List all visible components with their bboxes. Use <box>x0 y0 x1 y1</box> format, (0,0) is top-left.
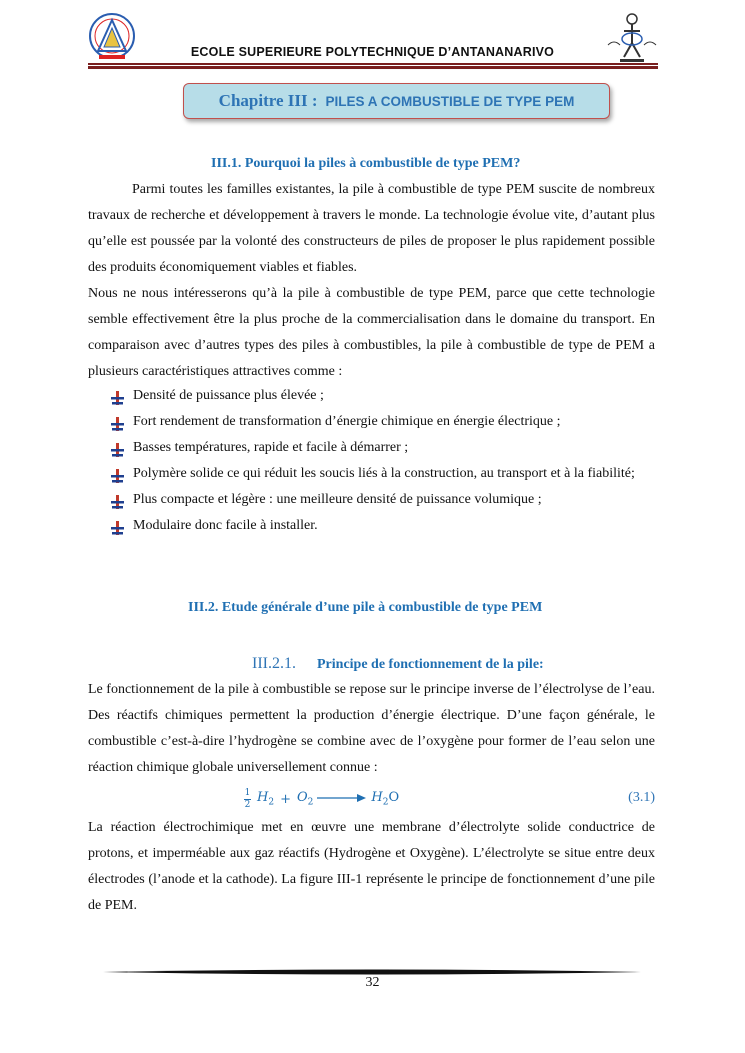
list-item <box>111 409 655 435</box>
list-item-text: Densité de puissance plus élevée ; <box>133 388 324 403</box>
list-item-text: Basses températures, rapide et facile à démarrer ; <box>133 440 409 455</box>
list-item <box>111 487 655 513</box>
list-item <box>111 461 655 487</box>
equation-term-oxygen: $O_2$ <box>296 790 314 808</box>
page-number: 32 <box>365 975 380 990</box>
section-heading-2: III.2. Etude générale d’une pile à combustible de type PEM <box>188 600 543 615</box>
subsection-heading: Principe de fonctionnement de la pile: <box>317 657 544 672</box>
bullet-marker-icon <box>111 389 124 403</box>
equation-fraction <box>244 789 251 810</box>
equation-term-hydrogen: $H_2$ <box>257 790 275 808</box>
list-item <box>111 383 655 409</box>
list-item-text: Polymère solide ce qui réduit les soucis liés à la construction, au transport et à la fiabilité; <box>133 466 635 481</box>
bullet-marker-icon <box>111 441 124 455</box>
bullet-marker-icon <box>111 493 124 507</box>
school-name: ECOLE SUPERIEURE POLYTECHNIQUE D’ANTANANARIVO <box>190 45 555 59</box>
header-rule-top <box>88 63 658 65</box>
bullet-marker-icon <box>111 467 124 481</box>
reaction-arrow-icon <box>317 792 367 807</box>
section-2-paragraph-2: La réaction électrochimique met en œuvre une membrane d’électrolyte solide conductrice de protons, et imperméable aux gaz réactifs (Hydrogène et Oxygène). L’électrolyte se situe entre deux électrodes (l’anode et la cathode). La figure III-1 représente le principe de fonctionnement d’une pile de PEM. <box>88 820 655 913</box>
equation-product-water: $H_2O$ <box>371 790 400 808</box>
reaction-equation <box>244 784 399 814</box>
fraction-denominator: 2 <box>244 799 251 810</box>
bullet-marker-icon <box>111 415 124 429</box>
section-heading-1: III.1. Pourquoi la piles à combustible de type PEM? <box>211 156 521 171</box>
list-item <box>111 435 655 461</box>
list-item <box>111 513 655 539</box>
section-1-paragraph-1: Parmi toutes les familles existantes, la pile à combustible de type PEM suscite de nombreux travaux de recherche et développement à travers le monde. La technologie évolue vite, d’autant plus qu’elle est poussée par la volonté des constructeurs de piles de proposer le plus rapidement possible des produits économiquement viables et fiables. <box>88 182 655 275</box>
bullet-marker-icon <box>111 519 124 533</box>
header-rule-bottom <box>88 66 658 69</box>
section-1-paragraph-2: Nous ne nous intéresserons qu’à la pile à combustible de type PEM, parce que cette technologie semble effectivement être la plus proche de la commercialisation dans le domaine du transport. En comparaison avec d’autres types des piles à combustibles, la pile à combustible de type de PEM a plusieurs caractéristiques attractives comme : <box>88 286 655 379</box>
chapter-title-box <box>183 83 610 119</box>
equation-plus: + <box>280 791 291 807</box>
section-2-paragraph-1: Le fonctionnement de la pile à combustible se repose sur le principe inverse de l’électrolyse de l’eau. Des réactifs chimiques permettent la production d’énergie électrique. D’une façon générale, le combustible c’est-à-dire l’hydrogène se combine avec de l’oxygène pour former de l’eau selon une réaction chimique globale universellement connue : <box>88 682 655 775</box>
list-item-text: Modulaire donc facile à installer. <box>133 518 318 533</box>
list-item-text: Plus compacte et légère : une meilleure densité de puissance volumique ; <box>133 492 542 507</box>
subsection-number: III.2.1. <box>252 655 296 672</box>
fraction-numerator: 1 <box>244 787 251 798</box>
chapter-title: PILES A COMBUSTIBLE DE TYPE PEM <box>325 93 575 109</box>
footer-rule <box>103 964 641 974</box>
polytechnic-mascot-icon <box>602 9 660 67</box>
chapter-label: Chapitre III : <box>218 91 318 110</box>
list-item-text: Fort rendement de transformation d’énergie chimique en énergie électrique ; <box>133 414 561 429</box>
equation-number: (3.1) <box>628 790 655 805</box>
characteristics-list <box>111 383 655 539</box>
